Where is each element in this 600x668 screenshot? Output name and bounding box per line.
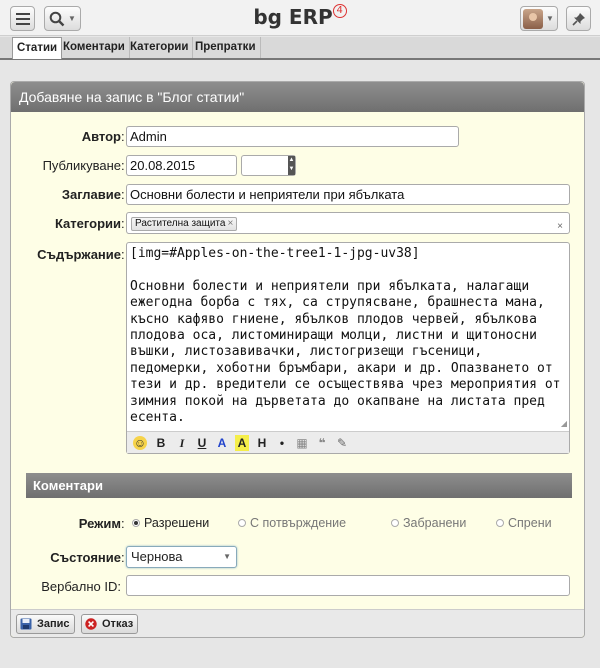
table-icon[interactable]: ▦: [296, 436, 308, 450]
title-label: Заглавие: [61, 187, 121, 202]
categories-input[interactable]: [126, 212, 570, 234]
published-time-select[interactable]: [241, 155, 296, 176]
mode-option-label: Забранени: [403, 516, 467, 530]
tab-articles[interactable]: Статии: [12, 37, 62, 59]
add-record-form: [10, 81, 585, 638]
quote-icon[interactable]: ❝: [318, 436, 326, 450]
user-menu-button[interactable]: [520, 6, 558, 31]
cancel-icon: [85, 618, 97, 630]
verbal-id-input[interactable]: [126, 575, 570, 596]
app-title-text: bg ERP: [253, 5, 333, 29]
highlight-button[interactable]: A: [235, 435, 249, 451]
floppy-disk-icon: [20, 618, 32, 630]
comments-section-header: Коментари: [26, 473, 572, 498]
tab-links[interactable]: Препратки: [191, 37, 261, 58]
colon: :: [121, 216, 125, 231]
heading-button[interactable]: H: [257, 436, 267, 450]
chevron-down-icon: ▼: [68, 14, 76, 23]
spinner-icon: ▲ ▼: [288, 156, 295, 175]
form-title: Добавяне на запис в "Блог статии": [11, 82, 584, 112]
radio-icon: [238, 519, 246, 527]
mode-radio-allowed[interactable]: [132, 516, 209, 530]
chevron-down-icon: ▼: [223, 552, 231, 561]
chevron-down-icon: ▼: [546, 14, 554, 23]
mode-label: Режим: [78, 516, 121, 531]
tab-comments[interactable]: Коментари: [59, 37, 130, 58]
top-bar: [0, 0, 600, 36]
categories-label: Категории: [54, 216, 121, 231]
colon: :: [121, 129, 125, 144]
chip-remove-icon[interactable]: ×: [227, 218, 234, 229]
text-color-button[interactable]: A: [217, 436, 227, 450]
content-textarea[interactable]: [img=#Apples-on-the-tree1-1-jpg-uv38] Основни болести и неприятели при ябълката, налагащи ежегодна борба с тях, са струпясване, брашнеста мана, късно кафяво гниене, ябълков плодов червей, ябълкова плодова оса, листоминиращи молци, листни и щитоносни въшки, листозавивачки, листогризещи гъсеници, педомерки, хоботни бръмбари, акари и др. Опазването от тези и др. вредители се осъществява чрез мероприятия от зимния покой на дърветата до окапване на листата пред есента.: [130, 246, 561, 426]
bullet-list-button[interactable]: •: [279, 436, 285, 450]
content-label: Съдържание: [37, 247, 121, 262]
italic-button[interactable]: I: [179, 436, 185, 450]
notification-badge[interactable]: 4: [333, 4, 347, 18]
published-label: Публикуване: [42, 158, 121, 173]
colon: :: [121, 550, 125, 565]
colon: :: [121, 187, 125, 202]
emoji-icon[interactable]: ☺: [133, 436, 147, 450]
pin-button[interactable]: [566, 6, 591, 31]
radio-icon: [132, 519, 140, 527]
published-date-input[interactable]: 20.08.2015: [126, 155, 237, 176]
mode-option-label: Разрешени: [144, 516, 210, 530]
author-input[interactable]: Admin: [126, 126, 459, 147]
save-button-label: Запис: [37, 618, 70, 630]
underline-button[interactable]: U: [197, 436, 207, 450]
colon: :: [121, 247, 125, 262]
state-label: Състояние: [50, 550, 121, 565]
clear-icon[interactable]: ×: [557, 221, 563, 232]
tab-bar: [0, 37, 600, 60]
attachment-icon[interactable]: ✎: [336, 436, 348, 450]
radio-icon: [391, 519, 399, 527]
state-select[interactable]: [126, 546, 237, 568]
colon: :: [121, 516, 125, 531]
form-footer: [11, 609, 584, 637]
avatar: [523, 9, 543, 29]
mode-radio-forbidden[interactable]: [391, 516, 466, 530]
radio-icon: [496, 519, 504, 527]
resize-grip-icon[interactable]: ◢: [560, 419, 567, 428]
mode-radio-confirmation[interactable]: [238, 516, 346, 530]
editor-toolbar: [127, 431, 569, 453]
title-input[interactable]: Основни болести и неприятели при ябълката: [126, 184, 570, 205]
cancel-button-label: Отказ: [102, 618, 134, 630]
save-button[interactable]: [16, 614, 75, 634]
mode-radio-stopped[interactable]: [496, 516, 552, 530]
cancel-button[interactable]: [81, 614, 138, 634]
mode-option-label: С потвърждение: [250, 516, 347, 530]
content-editor[interactable]: [126, 242, 570, 454]
tab-categories[interactable]: Категории: [126, 37, 193, 58]
app-title[interactable]: [0, 5, 600, 29]
author-label: Автор: [81, 129, 121, 144]
state-select-value: Чернова: [131, 549, 183, 564]
pin-icon: [572, 12, 586, 26]
colon: :: [121, 158, 125, 173]
mode-option-label: Спрени: [508, 516, 552, 530]
bold-button[interactable]: B: [156, 436, 166, 450]
verbal-id-label: Вербално ID:: [41, 579, 121, 594]
category-chip-label: Растителна защита: [135, 218, 226, 229]
category-chip[interactable]: [131, 217, 237, 231]
